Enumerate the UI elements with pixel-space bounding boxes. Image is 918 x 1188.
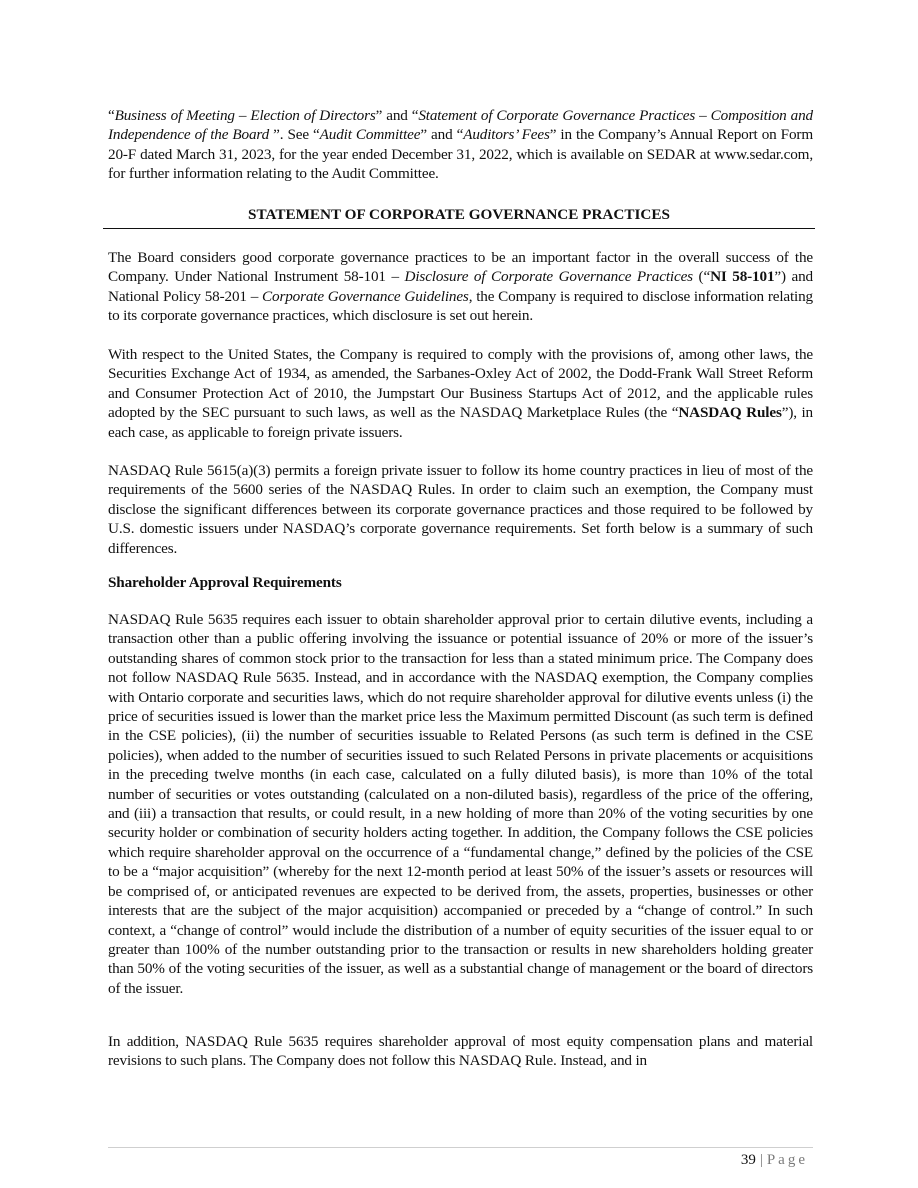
text-run: ” and “ <box>375 107 419 124</box>
text-run: NASDAQ Rule 5615(a)(3) permits a foreign private issuer to follow its home country practices in lieu of most of the requirements of the 5600 series of the NASDAQ Rules. In order to claim such an exemption, the Company must disclose the significant differences between its corporate governance practices and those required to be followed by U.S. domestic issuers under NASDAQ’s corporate governance requirements. Set forth below is a summary of such differences. <box>108 462 813 557</box>
footer-divider <box>108 1147 813 1148</box>
text-run: ”), in each case, as applicable to foreign private issuers. <box>108 404 814 441</box>
text-run: “ <box>108 107 115 124</box>
text-run: (“ <box>692 268 711 286</box>
italic-text: Auditors’ Fees <box>463 126 550 144</box>
page-footer <box>741 1152 808 1169</box>
text-run: In addition, NASDAQ Rule 5635 requires shareholder approval of most equity compensation plans and material revisions to such plans. The Company does not follow this NASDAQ Rule. Instead, and in <box>108 1033 813 1070</box>
paragraph-board-references <box>108 106 813 184</box>
italic-text: Corporate Governance Guidelines <box>262 287 469 305</box>
paragraph-board-governance <box>108 248 813 326</box>
text-run: With respect to the United States, the Company is required to comply with the provisions of, among other laws, the Securities Exchange Act of 1934, as amended, the Sarbanes-Oxley Act of 2002, the Dodd-Frank Wall Street Reform and Consumer Protection Act of 2010, the Jumpstart Our Business Startups Act of 2012, and the applicable rules adopted by the SEC pursuant to such laws, as well as the NASDAQ Marketplace Rules (the “ <box>108 346 813 422</box>
italic-text: Business of Meeting – Election of Directors <box>114 107 376 124</box>
page-separator: | <box>759 1152 763 1168</box>
italic-text: Statement of Corporate Governance Practices – Composition and Independence of the Board <box>108 107 813 144</box>
paragraph-rule-5635 <box>108 610 813 998</box>
subheading-shareholder-approval <box>108 573 813 592</box>
bold-text: NASDAQ Rules <box>678 404 782 422</box>
paragraph-us-compliance <box>108 345 813 442</box>
text-run: ”) and National Policy 58-201 – <box>108 268 813 305</box>
italic-text: Audit Committee <box>319 126 421 144</box>
bold-text: Shareholder Approval Requirements <box>108 574 342 591</box>
paragraph-nasdaq-exemption <box>108 461 813 558</box>
bold-text: NI 58-101 <box>710 268 775 286</box>
text-run: ” in the Company’s Annual Report on Form 20-F dated March 31, 2023, for the year ended December 31, 2022, which is available on SEDAR at www.sedar.com, for further information relating to the Audit Committee. <box>108 126 813 183</box>
text-run: The Board considers good corporate governance practices to be an important factor in the overall success of the Company. Under National Instrument 58-101 – <box>108 249 813 286</box>
text-run: NASDAQ Rule 5635 requires each issuer to obtain shareholder approval prior to certain dilutive events, including a transaction other than a public offering involving the issuance or potential issuance of 20% or more of the issuer’s outstanding shares of common stock prior to the transaction for less than a stated minimum price. The Company does not follow NASDAQ Rule 5635. Instead, and in accordance with the NASDAQ exemption, the Company complies with Ontario corporate and securities laws, which do not require shareholder approval for dilutive events unless (i) the price of securities issued is lower than the market price less the Maximum permitted Discount (as such term is defined in the CSE policies), (ii) the number of securities issuable to Related Persons (as such term is defined in the CSE policies), when added to the number of securities issued to such Related Persons in private placements or acquisitions in the preceding twelve months (in each case, calculated on a fully diluted basis), is more than 10% of the total number of securities or votes outstanding (calculated on a non-diluted basis), regardless of the price of the offering, and (iii) a transaction that results, or could result, in a new holding of more than 20% of the voting securities by one security holder or combination of security holders acting together. In addition, the Company follows the CSE policies which require shareholder approval on the occurrence of a “fundamental change,” defined by the policies of the CSE to be a “major acquisition” (whereby for the next 12-month period at least 50% of the issuer’s assets or resources will be comprised of, or anticipated revenues are expected to be derived from, the assets, properties, businesses or other interests that are the subject of the major acquisition) accompanied or preceded by a “change of control.” In such context, a “change of control” would include the distribution of a number of equity securities of the issuer equal to or greater than 100% of the number outstanding prior to the transaction or results in new shareholders holding greater than 50% of the voting securities of the issuer, as well as a substantial change of management or the board of directors of the issuer. <box>108 611 813 997</box>
text-run: , the Company is required to disclose information relating to its corporate governance practices, which disclosure is set out herein. <box>108 287 814 325</box>
section-heading: STATEMENT OF CORPORATE GOVERNANCE PRACTICES <box>103 206 815 229</box>
italic-text: Disclosure of Corporate Governance Practices <box>404 268 693 286</box>
page-label: Page <box>766 1152 808 1168</box>
page-number: 39 <box>740 1152 756 1168</box>
text-run: ” and “ <box>420 126 464 144</box>
paragraph-equity-compensation <box>108 1032 813 1071</box>
text-run: ”. See “ <box>273 126 320 144</box>
